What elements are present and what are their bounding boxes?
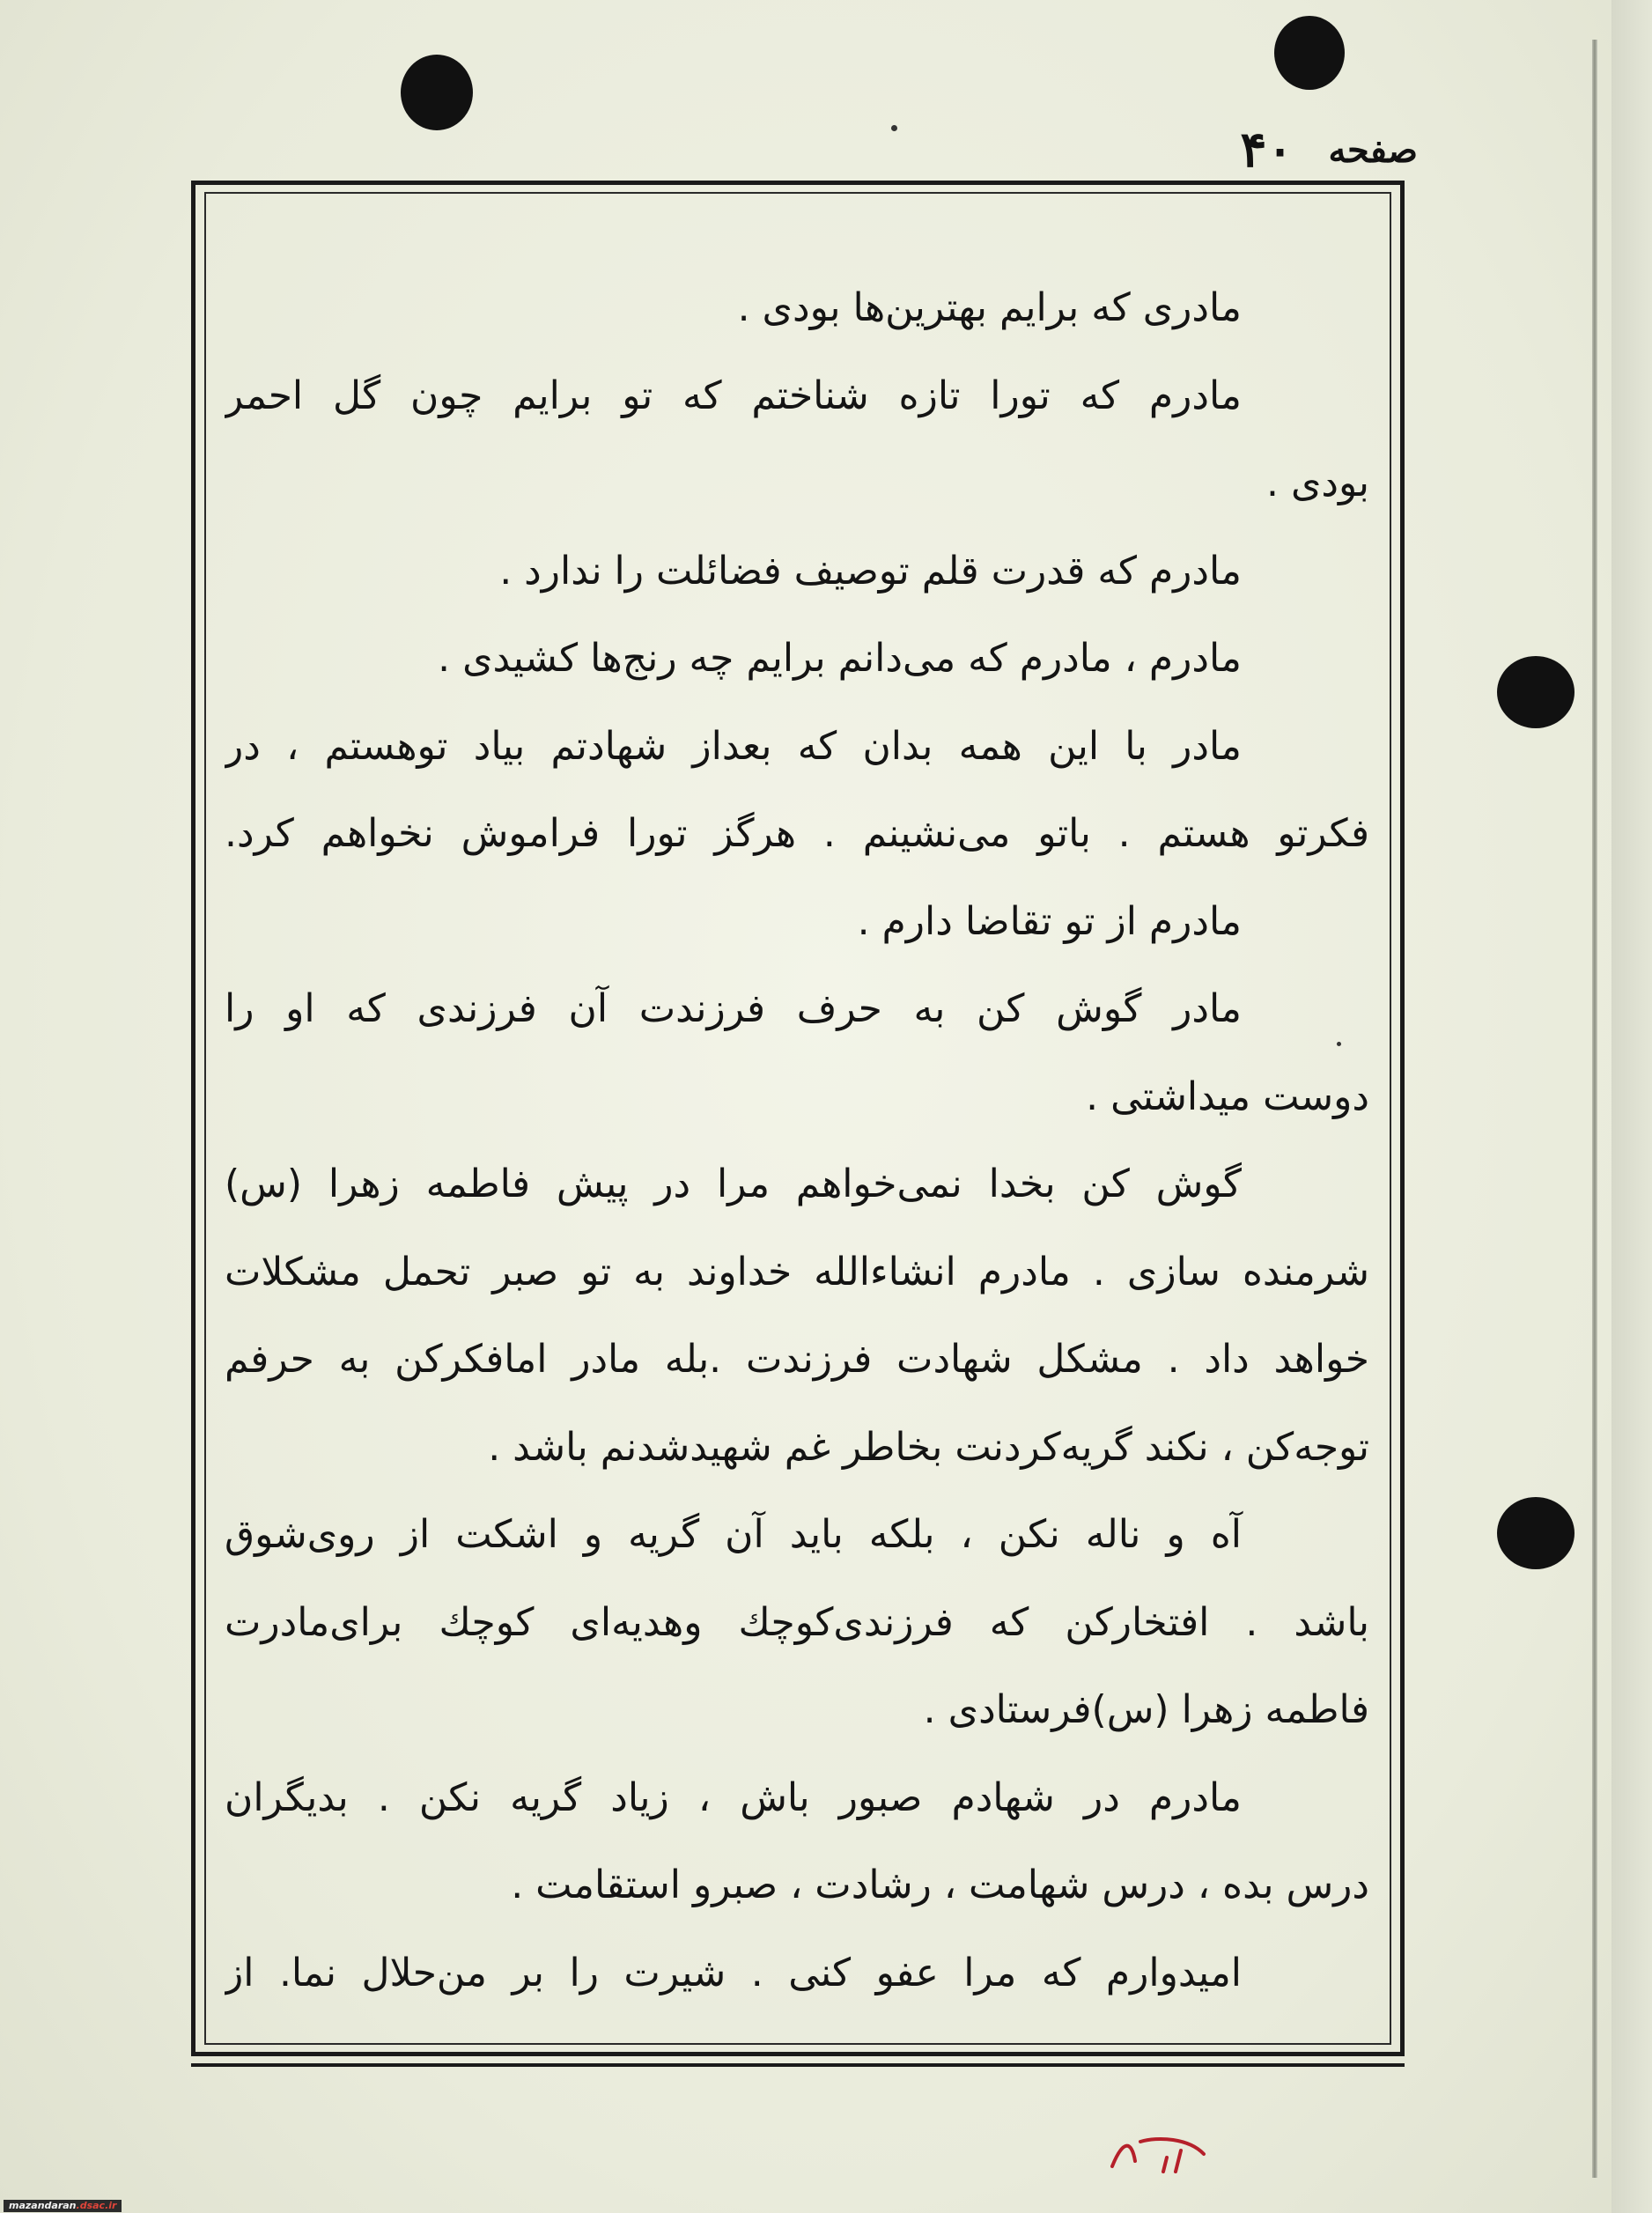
text-line: درس بده ، درس شهامت ، رشادت ، صبرو استقامت . (511, 1863, 1369, 1907)
handwritten-mark (1105, 2131, 1211, 2175)
text-line: شرمنده سازی . مادرم انشاءالله خداوند به تو صبر تحمل مشکلات (225, 1249, 1369, 1295)
frame-bottom-rule (191, 2063, 1405, 2067)
text-line: مادری که برایم بهترین‌ها بودی . (737, 285, 1242, 330)
text-line: باشد . افتخارکن که فرزندی‌کوچك وهدیه‌ای کوچك برای‌مادرت (225, 1599, 1369, 1645)
text-line: مادر با این همه بدان که بعداز شهادتم بیاد توهستم ، در (225, 723, 1242, 769)
text-line: گوش کن بخدا نمی‌خواهم مرا در پیش فاطمه زهرا (س) (225, 1162, 1242, 1206)
letter-body (225, 264, 1369, 2017)
page-header (1180, 114, 1418, 185)
text-line: فکرتو هستم . باتو می‌نشینم . هرگز تورا فراموش نخواهم کرد. (225, 811, 1369, 856)
punch-hole-icon (401, 55, 473, 130)
watermark-badge (4, 2200, 122, 2212)
text-line: مادرم که قدرت قلم توصیف فضائلت را ندارد . (499, 548, 1242, 594)
text-line: خواهد داد . مشکل شهادت فرزندت .بله مادر امافکرکن به حرفم (225, 1337, 1369, 1382)
text-line: مادرم در شهادم صبور باش ، زیاد گریه نکن . بدیگران (225, 1774, 1242, 1820)
text-line: مادرم از تو تقاضا دارم . (857, 898, 1242, 944)
text-line: توجه‌کن ، نکند گریه‌کردنت بخاطر غم شهیدشدنم باشد . (488, 1424, 1369, 1470)
page-label: صفحه (1328, 129, 1418, 171)
text-line: مادر گوش کن به حرف فرزندت آن فرزندی که او را (225, 986, 1242, 1031)
text-line: مادرم که تورا تازه شناختم که تو برایم چون گل احمر (225, 373, 1242, 418)
punch-hole-icon (1497, 1497, 1575, 1569)
punch-hole-icon (1497, 656, 1575, 728)
watermark-site: mazandaran (9, 2200, 77, 2211)
text-line: فاطمه زهرا (س)فرستادی . (923, 1687, 1369, 1732)
text-line: مادرم ، مادرم که می‌دانم برایم چه رنج‌ها کشیدی . (438, 636, 1242, 681)
page-margin-right (1611, 0, 1652, 2213)
page-fold-edge (1592, 40, 1597, 2178)
text-line: دوست میداشتی . (1086, 1073, 1369, 1119)
punch-hole-icon (1274, 16, 1345, 90)
text-line: امیدوارم که مرا عفو کنی . شیرت را بر من‌حلال نما. از (225, 1950, 1242, 1995)
page-number: ۴۰ (1240, 121, 1294, 179)
text-line: بودی . (1266, 461, 1369, 505)
text-line: آه و ناله نکن ، بلکه باید آن گریه و اشکت از روی‌شوق (225, 1512, 1242, 1557)
watermark-tld: .dsac.ir (76, 2200, 117, 2211)
ink-speck (891, 125, 897, 131)
